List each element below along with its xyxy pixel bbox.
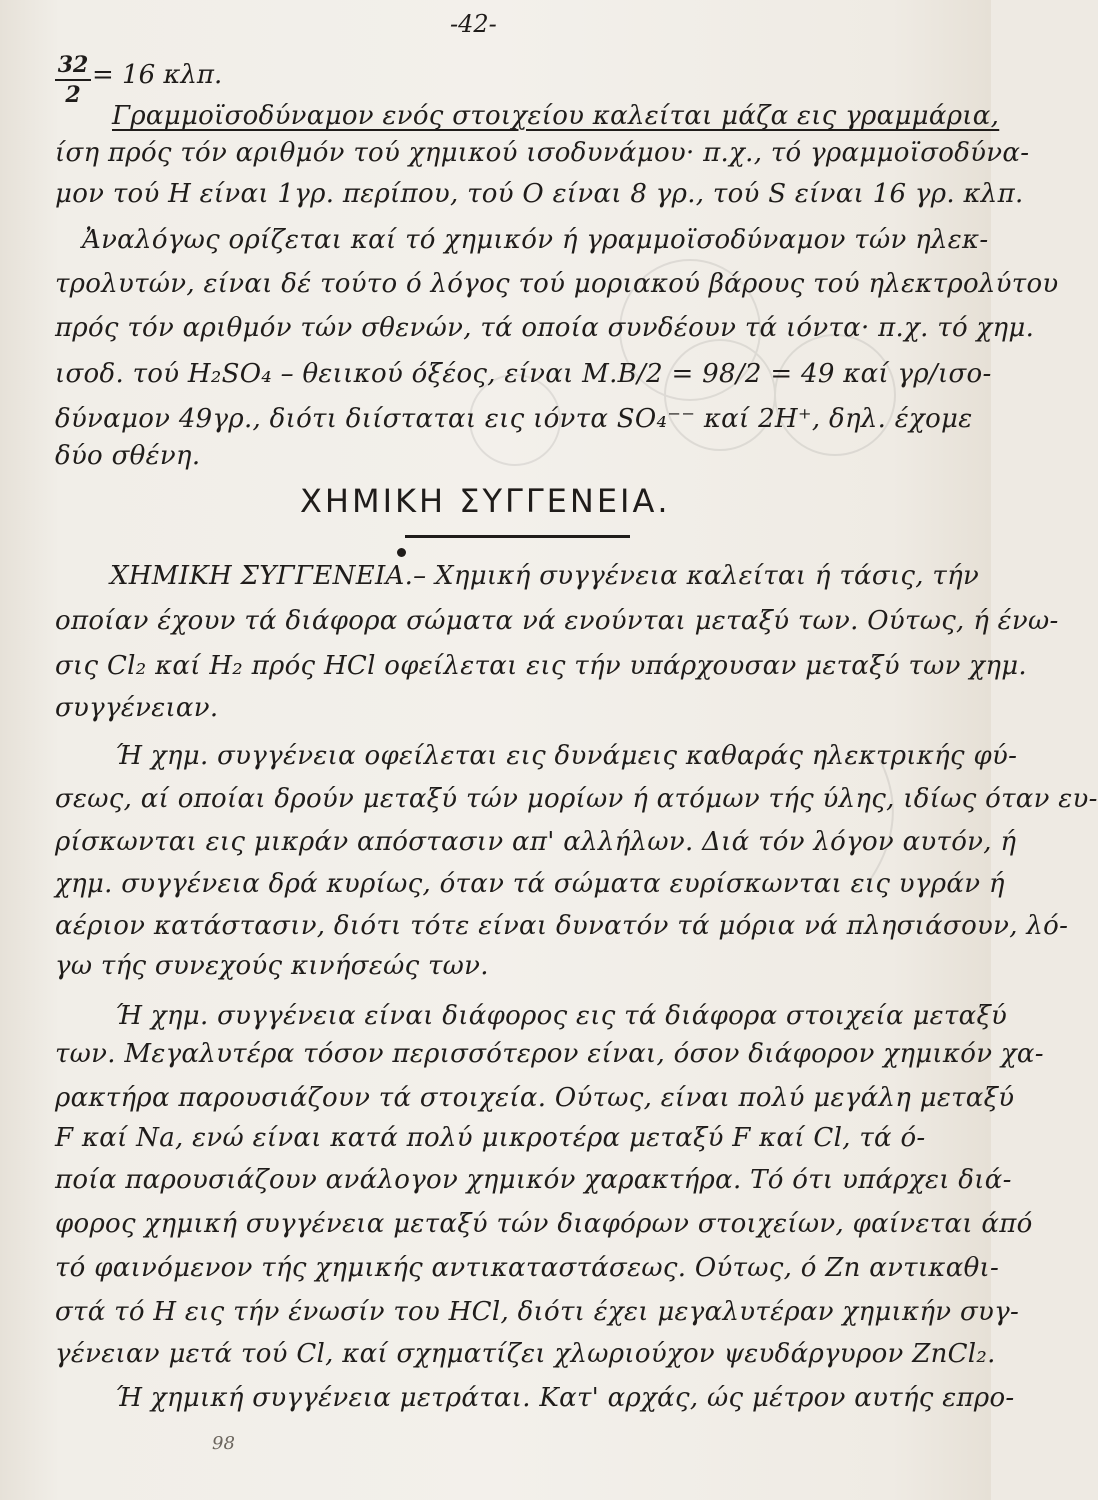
text-line: μον τού Η είναι 1γρ. περίπου, τού Ο είναι 8 γρ., τού S είναι 16 γρ. κλπ. [55,179,1024,209]
fraction-bar [55,79,91,81]
text-line: σις Cl₂ καί H₂ πρός HCl οφείλεται εις τήν υπάρχουσαν μεταξύ των χημ. [55,651,1027,681]
text-line: Ή χημ. συγγένεια οφείλεται εις δυνάμεις καθαράς ηλεκτρικής φύ- [115,741,1018,771]
text-line: δύο σθένη. [55,441,201,471]
chapter-title: ΧΗΜΙΚΗ ΣΥΓΓΕΝΕΙΑ. [300,482,671,520]
text-line: ισοδ. τού H₂SO₄ – θειικού όξέος, είναι M.B/2 = 98/2 = 49 καί γρ/ισο- [55,359,992,389]
text-line: δύναμον 49γρ., διότι διίσταται εις ιόντα SO₄⁻⁻ καί 2H⁺, δηλ. έχομε [55,404,973,434]
text-line: αέριον κατάστασιν, διότι τότε είναι δυνατόν τά μόρια νά πλησιάσουν, λό- [55,911,1069,941]
text-line: ίση πρός τόν αριθμόν τού χημικού ισοδυνάμου· π.χ., τό γραμμοϊσοδύνα- [55,138,1030,168]
fraction-numerator: 32 [57,52,89,78]
bullet-dot [397,548,406,557]
text-line: φορος χημική συγγένεια μεταξύ τών διαφόρων στοιχείων, φαίνεται άπό [55,1209,1033,1239]
text-line: Γραμμοϊσοδύναμον ενός στοιχείου καλείται μάζα εις γραμμάρια, [112,101,1000,131]
fraction-denominator: 2 [65,82,81,108]
footer-mark: 98 [212,1433,235,1454]
chapter-title-underline [405,535,630,538]
fraction [55,52,91,108]
text-line: F καί Na, ενώ είναι κατά πολύ μικροτέρα μεταξύ F καί Cl, τά ό- [55,1123,926,1153]
text-line: Ή χημική συγγένεια μετράται. Κατ' αρχάς, ώς μέτρον αυτής επρο- [115,1383,1015,1413]
text-line: τρολυτών, είναι δέ τούτο ό λόγος τού μοριακού βάρους τού ηλεκτρολύτου [55,269,1059,299]
text-line: ρίσκωνται εις μικράν απόστασιν απ' αλλήλων. Διά τόν λόγον αυτόν, ή [55,827,1017,857]
text-line: Ή χημ. συγγένεια είναι διάφορος εις τά διάφορα στοιχεία μεταξύ [115,1001,1008,1031]
text-line: ρακτήρα παρουσιάζουν τά στοιχεία. Ούτως, είναι πολύ μεγάλη μεταξύ [55,1083,1015,1113]
text-line: γω τής συνεχούς κινήσεώς των. [55,951,489,981]
text-line: συγγένειαν. [55,693,219,723]
text-line: ποία παρουσιάζουν ανάλογον χημικόν χαρακτήρα. Τό ότι υπάρχει διά- [55,1165,1012,1195]
section-heading-line: ΧΗΜΙΚΗ ΣΥΓΓΕΝΕΙΑ.– Χημική συγγένεια καλείται ή τάσις, τήν [110,561,980,591]
fraction-result: = 16 κλπ. [92,60,223,90]
text-line: των. Μεγαλυτέρα τόσον περισσότερον είναι, όσον διάφορον χημικόν χα- [55,1039,1044,1069]
text-line: γένειαν μετά τού Cl, καί σχηματίζει χλωριούχον ψευδάργυρον ZnCl₂. [55,1339,996,1369]
text-line: οποίαν έχουν τά διάφορα σώματα νά ενούνται μεταξύ των. Ούτως, ή ένω- [55,606,1059,636]
text-line: σεως, αί οποίαι δρούν μεταξύ τών μορίων ή ατόμων τής ύλης, ιδίως όταν ευ- [55,784,1098,814]
page-number: -42- [450,10,497,38]
text-line: στά τό Η εις τήν ένωσίν του HCl, διότι έχει μεγαλυτέραν χημικήν συγ- [55,1297,1020,1327]
text-line: πρός τόν αριθμόν τών σθενών, τά οποία συνδέουν τά ιόντα· π.χ. τό χημ. [55,313,1035,343]
text-line: Ἀναλόγως ορίζεται καί τό χημικόν ή γραμμοϊσοδύναμον τών ηλεκ- [82,225,989,255]
text-line: τό φαινόμενον τής χημικής αντικαταστάσεως. Ούτως, ό Zn αντικαθι- [55,1253,1000,1283]
text-line: χημ. συγγένεια δρά κυρίως, όταν τά σώματα ευρίσκωνται εις υγράν ή [55,869,1005,899]
